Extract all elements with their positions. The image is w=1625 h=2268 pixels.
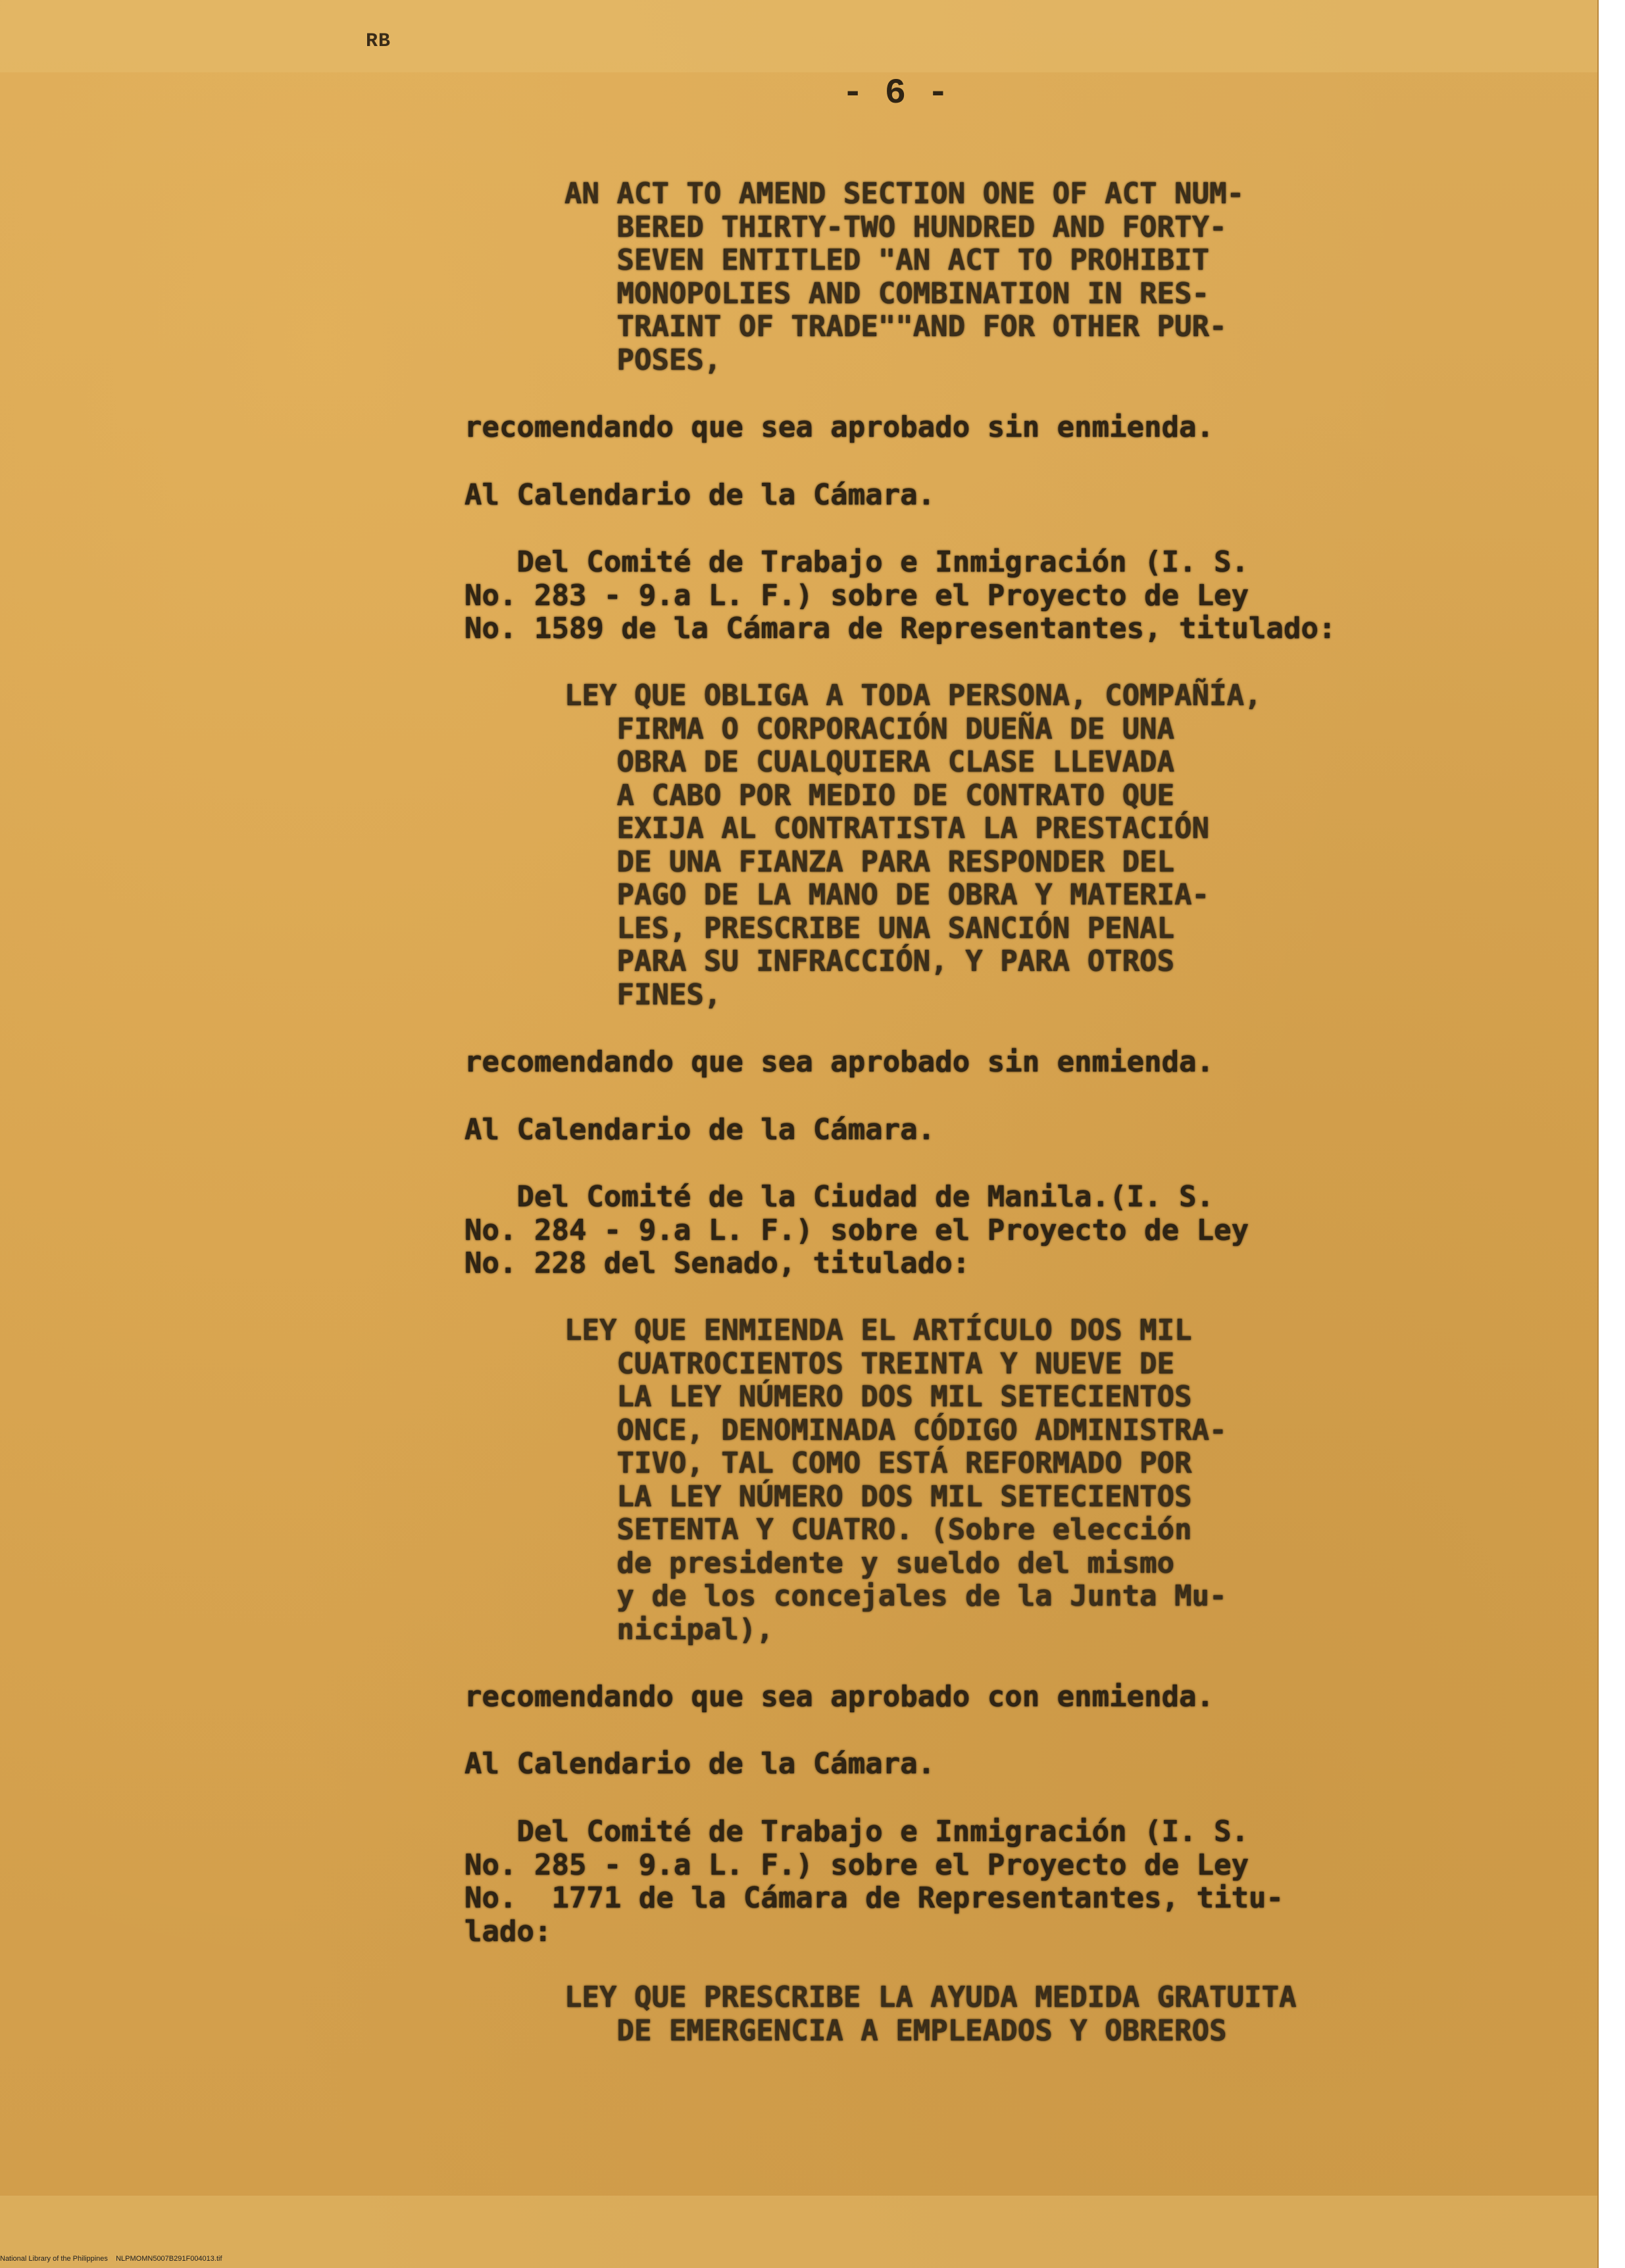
scan-caption: National Library of the Philippines NLPMOMN5007B291F004013.tif [0, 2255, 222, 2263]
bill-title-1: LEY QUE OBLIGA A TODA PERSONA, COMPAÑÍA, FIRMA O CORPORACIÓN DUEÑA DE UNA OBRA DE CUALQUIERA CLASE LLEVADA A CABO POR MEDIO DE CONTRATO QUE EXIJA AL CONTRATISTA LA PRESTACIÓN DE UNA FIANZA PARA RESPONDER DEL PAGO DE LA MANO DE OBRA Y MATERIA- LES, PRESCRIBE UNA SANCIÓN PENAL PARA SU INFRACCIÓN, Y PARA OTROS FINES, [564, 679, 1262, 1012]
recommendation-2: recomendando que sea aprobado sin enmienda. [464, 1045, 1214, 1079]
calendar-2: Al Calendario de la Cámara. [464, 1113, 936, 1146]
committee-paragraph-2: Del Comité de la Ciudad de Manila.(I. S. No. 284 - 9.a L. F.) sobre el Proyecto de Ley No. 228 del Senado, titulado: [464, 1180, 1249, 1280]
calendar-3: Al Calendario de la Cámara. [464, 1747, 936, 1781]
calendar-1: Al Calendario de la Cámara. [464, 478, 936, 512]
recommendation-1: recomendando que sea aprobado sin enmienda. [464, 410, 1214, 444]
tape-strip-bottom [0, 2196, 1597, 2268]
bill-title-2: LEY QUE ENMIENDA EL ARTÍCULO DOS MIL CUATROCIENTOS TREINTA Y NUEVE DE LA LEY NÚMERO DOS MIL SETECIENTOS ONCE, DENOMINADA CÓDIGO ADMINISTRA- TIVO, TAL COMO ESTÁ REFORMADO POR LA LEY NÚMERO DOS MIL SETECIENTOS SETENTA Y CUATRO. (Sobre elección de presidente y sueldo del mismo y de los concejales de la Junta Mu- nicipal), [564, 1314, 1227, 1646]
page-number: - 6 - [842, 74, 949, 114]
recommendation-3: recomendando que sea aprobado con enmienda. [464, 1680, 1214, 1713]
bill-title-3: LEY QUE PRESCRIBE LA AYUDA MEDIDA GRATUITA DE EMERGENCIA A EMPLEADOS Y OBREROS [564, 1981, 1297, 2048]
tape-strip-top [0, 0, 1597, 72]
typist-initials: RB [366, 30, 391, 53]
committee-paragraph-1: Del Comité de Trabajo e Inmigración (I. S. No. 283 - 9.a L. F.) sobre el Proyecto de Ley No. 1589 de la Cámara de Representantes, titulado: [464, 545, 1336, 645]
act-title: AN ACT TO AMEND SECTION ONE OF ACT NUM- BERED THIRTY-TWO HUNDRED AND FORTY- SEVEN ENTITLED "AN ACT TO PROHIBIT MONOPOLIES AND COMBINATION IN RES- TRAINT OF TRADE""AND FOR OTHER PUR- POSES, [564, 177, 1245, 377]
committee-paragraph-3: Del Comité de Trabajo e Inmigración (I. S. No. 285 - 9.a L. F.) sobre el Proyecto de Ley No. 1771 de la Cámara de Representantes, titu- lado: [464, 1815, 1284, 1948]
